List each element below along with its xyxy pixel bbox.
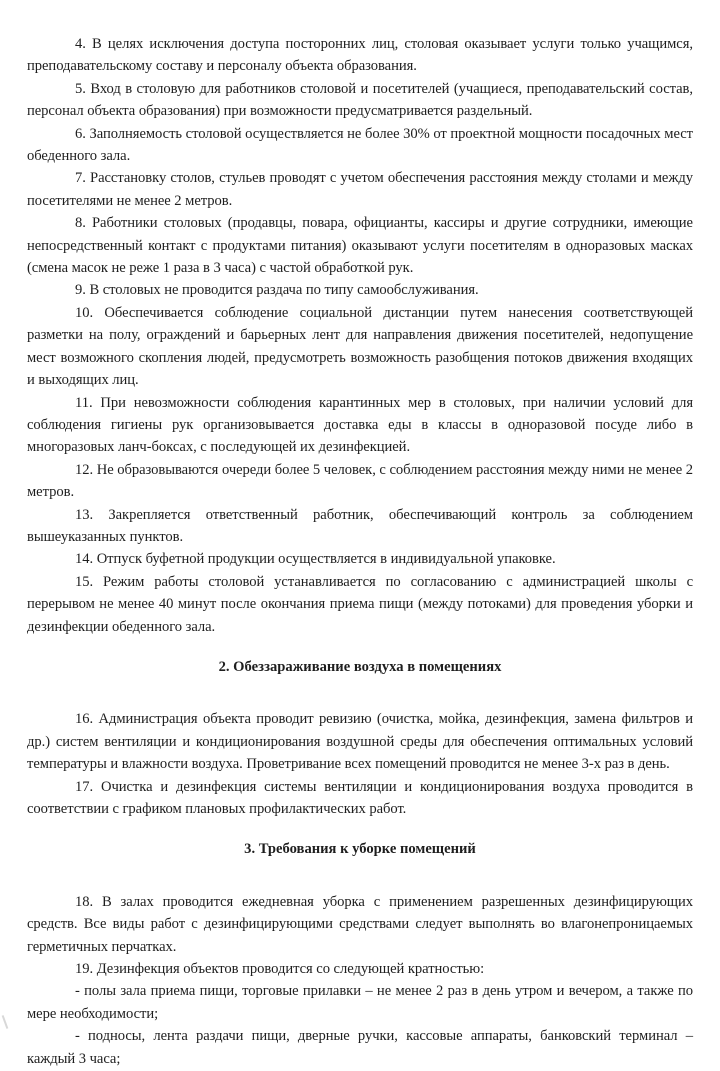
paragraph-8: 8. Работники столовых (продавцы, повара, официанты, кассиры и другие сотрудники, имеющие непосредственный контакт с продуктами питания) оказывают услуги посетителям в одноразовых масках (смена масок не реже 1 раза в 3 часа) с частой обработкой рук. (27, 215, 693, 277)
paragraph-16: 16. Администрация объекта проводит ревизию (очистка, мойка, дезинфекция, замена фильтров и др.) систем вентиляции и кондиционирования воздушной среды для обеспечения оптимальных условий температуры и влажности воздуха. Проветривание всех помещений проводится не менее 3-х раз в день. (27, 711, 693, 773)
section-2-heading: 2. Обеззараживание воздуха в помещениях (218, 658, 502, 675)
paragraph-19: 19. Дезинфекция объектов проводится со следующей кратностью: (75, 961, 485, 978)
paragraph-5: 5. Вход в столовую для работников столовой и посетителей (учащиеся, преподавательский состав, персонал объекта образования) при возможности предусматривается раздельный. (27, 80, 693, 120)
paragraph-6: 6. Заполняемость столовой осуществляется не более 30% от проектной мощности посадочных мест обеденного зала. (27, 125, 693, 165)
paragraph-12: 12. Не образовываются очереди более 5 человек, с соблюдением расстояния между ними не менее 2 метров. (27, 461, 693, 501)
section-3-heading: 3. Требования к уборке помещений (244, 841, 476, 858)
list-item-trays: - подносы, лента раздачи пищи, дверные ручки, кассовые аппараты, банковский терминал – каждый 3 часа; (27, 1028, 693, 1067)
scan-mark (2, 1015, 9, 1029)
paragraph-4: 4. В целях исключения доступа посторонних лиц, столовая оказывает услуги только учащимся, преподавательскому составу и персоналу объекта образования. (27, 36, 693, 75)
list-item-floors: - полы зала приема пищи, торговые прилавки – не менее 2 раз в день утром и вечером, а также по мере необходимости; (27, 983, 693, 1022)
paragraph-11: 11. При невозможности соблюдения карантинных мер в столовых, при наличии условий для соблюдения гигиены рук организовывается доставка еды в классы в одноразовой посуде либо в многоразовых ланч-боксах, с последующей их дезинфекцией. (27, 394, 693, 456)
paragraph-17: 17. Очистка и дезинфекция системы вентиляции и кондиционирования воздуха проводится в соответствии с графиком плановых профилактических работ. (27, 778, 693, 817)
paragraph-15: 15. Режим работы столовой устанавливается по согласованию с администрацией школы с перерывом не менее 40 минут после окончания приема пищи (между потоками) для проведения уборки и дезинфекции обеденного зала. (27, 573, 693, 635)
paragraph-7: 7. Расстановку столов, стульев проводят с учетом обеспечения расстояния между столами и между посетителями не менее 2 метров. (27, 170, 693, 209)
paragraph-14: 14. Отпуск буфетной продукции осуществляется в индивидуальной упаковке. (75, 551, 556, 568)
paragraph-13: 13. Закрепляется ответственный работник, обеспечивающий контроль за соблюдением вышеуказанных пунктов. (27, 506, 693, 545)
paragraph-10: 10. Обеспечивается соблюдение социальной дистанции путем нанесения соответствующей разметки на полу, ограждений и барьерных лент для направления движения посетителей, недопущение мест возможного скопления людей, предусмотреть возможность разобщения потоков движения входящих и выходящих лиц. (27, 304, 693, 389)
paragraph-9: 9. В столовых не проводится раздача по типу самообслуживания. (75, 282, 479, 299)
paragraph-18: 18. В залах проводится ежедневная уборка с применением разрешенных дезинфицирующих средств. Все виды работ с дезинфицирующими средствами следует выполнять во влагонепроницаемых герметичных перчатках. (27, 893, 693, 955)
